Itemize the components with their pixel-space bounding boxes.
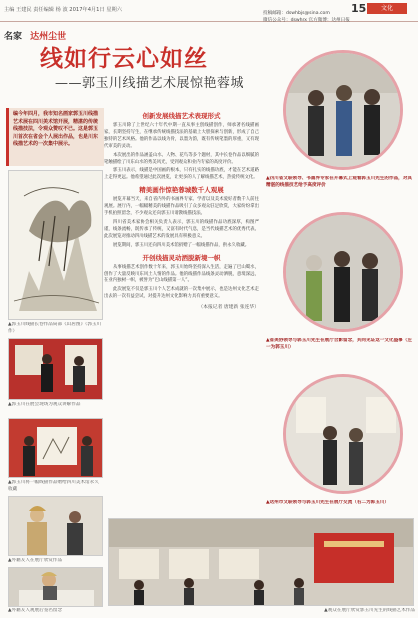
section-name: 名家 [4, 32, 23, 42]
exchange-photo-image [286, 377, 403, 494]
donation-image [9, 419, 103, 478]
figure-ink-drawing-caption: ▲郭玉川线描长卷作品局部《山居图》（郭玉川 作） [8, 322, 102, 334]
signing-image [9, 568, 103, 607]
photo-circle-1 [283, 50, 403, 170]
section-label [4, 24, 154, 42]
figure-signing [8, 567, 103, 607]
photo-circle-3 [283, 374, 403, 494]
figure-donation [8, 418, 103, 478]
figure-exhibition-hall [108, 518, 414, 606]
contact-info [263, 10, 415, 24]
exhibition-hall-image [109, 519, 414, 606]
right-caption-2: ▲省美协领导与郭玉川先生在展厅合影留念，共同见证这一文化盛事（左一为郭玉川） [266, 338, 412, 350]
figure-visitors [8, 496, 103, 556]
byline: （本报记者 唐建新 张连华） [198, 305, 259, 311]
paragraph: 郭玉川除了上世纪六十年代中期一直从事主创线描创作，师承著名线描画家，长期坚持写生，在继承传统线描技法的基础上大胆探索与创新，形成了自己独特的艺术风格。他的作品以线为骨，以墨为韵，既有传统笔墨的厚重，又有现代审美的灵动。 [104, 123, 259, 149]
photo-circle-2 [283, 212, 403, 332]
paragraph: 四川省美术家协会相关负责人表示，郭玉川的线描作品功底深厚，构图严谨，线条流畅，既传承了传统，又富有时代气息，是当代线描艺术的优秀代表。此次展览对推动四川线描艺术的发展具有积极意义。 [104, 219, 259, 239]
section-sub: 达州尘世 [30, 32, 67, 42]
figure-exhibition-hall-caption: ▲观众在展厅欣赏郭玉川先生的线描艺术作品 [324, 608, 415, 613]
page-number: 15 [351, 2, 367, 15]
article-subtitle-1: 创新发展线描艺术表现形式 [142, 112, 221, 120]
contact-email: 投稿邮箱：dswhbjs@sina.com [263, 11, 330, 16]
figure-donation-caption: ▲郭玉川将一幅线描作品赠给四川美术馆永久收藏 [8, 480, 99, 492]
subheadline: ——郭玉川线描艺术展惊艳蓉城 [55, 76, 245, 91]
staff-line: 主编 王建民 责任编辑 杨 波 2017年4月1日 星期六 [4, 7, 122, 13]
figure-artist-explaining [8, 338, 103, 400]
lead-box: 编今年四月，我市知名画家郭玉川线描艺术展在四川美术馆开展，精湛的传统线描技法，令观众赞叹不已。这是郭玉川首次在省会个人展出作品，也是川东线描艺术的一次集中展示。 [6, 108, 104, 166]
paragraph: 从事线描艺术创作数十年来，郭玉川始终坚持深入生活，走遍了巴山蜀水，创作了大量反映川东风土人情的作品。他的线描作品线条灵动洒脱，意境深远，在业内独树一帜，被誉为“巴山线描第一人”。 [104, 264, 259, 284]
figure-visitors-caption: ▲外籍友人在展厅欣赏作品 [8, 558, 63, 563]
group-photo-image [286, 215, 403, 332]
ink-drawing-image [9, 171, 103, 320]
figure-artist-explaining-caption: ▲郭玉川在展会现场为观众讲解作品 [8, 402, 81, 407]
article-subtitle-2: 精美画作惊艳蓉城数千人观展 [139, 186, 224, 195]
headline: 线如行云心如丝 [40, 45, 208, 72]
figure-signing-caption: ▲外籍友人观展后签名留念 [8, 608, 63, 613]
artist-explaining-image [9, 339, 103, 400]
paragraph: 展览期间，郭玉川还向四川美术馆捐赠了一幅线描作品，供永久收藏。 [113, 242, 250, 248]
right-caption-1: ▲四川省文联领导、书画界专家在开幕式上观看郭玉川先生的作品，对其精湛的线描技艺给予高度评价 [266, 176, 412, 188]
opening-photo-image [286, 53, 403, 170]
contact-wechat: 微信公众号：dswhrx 官方微博：达州日报 [263, 18, 350, 23]
article-subtitle-3: 开创线描灵动洒脱新境一帜 [142, 253, 221, 262]
page-tag: 文化 [367, 3, 407, 14]
paragraph: 郭玉川表示，线描是中国画的根本，只有扎实的线描功底，才能在艺术道路上走得更远。他希望通过此次展览，让更多的人了解线描艺术，热爱传统文化。 [104, 168, 259, 181]
right-caption-3: ▲达州市文联领导与郭玉川先生在展厅交流（右二为郭玉川） [266, 500, 389, 505]
article-body [104, 108, 259, 510]
paragraph: 本次展出的作品涵盖山水、人物、花鸟等多个题材，其中长卷作品以细腻的笔触描绘了川东山水的秀美风光，受到观众和业内专家的高度评价。 [104, 152, 259, 165]
paragraph: 此次展览不仅是郭玉川个人艺术成就的一次集中展示，也是达州文化艺术走出去的一次有益尝试，对提升达州文化影响力具有重要意义。 [104, 287, 259, 300]
paragraph: 展览开幕当天，来自省内外的书画界专家、学者以及美术爱好者数千人前往观展。展厅内，一幅幅精美的线描作品吸引了众多观众驻足欣赏，大家纷纷拿出手机拍照留念，不少观众还向郭玉川请教线描技法。 [104, 197, 259, 217]
visitors-image [9, 497, 103, 556]
figure-ink-drawing [8, 170, 103, 320]
